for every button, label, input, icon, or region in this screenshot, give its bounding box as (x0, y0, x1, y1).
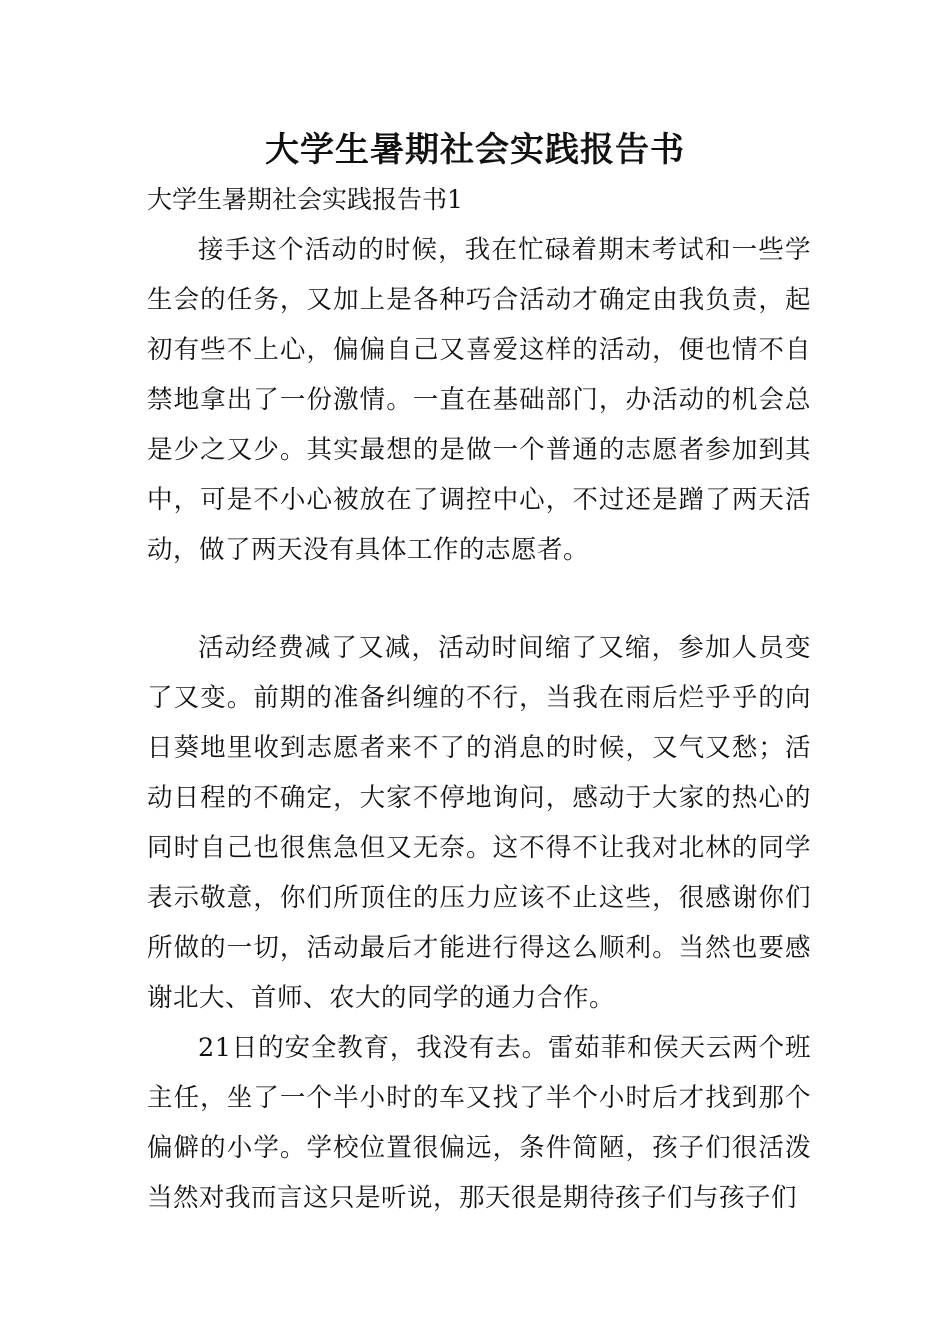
paragraph-1: 接手这个活动的时候，我在忙碌着期末考试和一些学生会的任务，又加上是各种巧合活动才确定由我负责，起初有些不上心，偏偏自己又喜爱这样的活动，便也情不自禁地拿出了一份激情。一直在基础部门，办活动的机会总是少之又少。其实最想的是做一个普通的志愿者参加到其中，可是不小心被放在了调控中心，不过还是蹭了两天活动，做了两天没有具体工作的志愿者。 (147, 235, 811, 565)
document-subtitle: 大学生暑期社会实践报告书1 (147, 185, 463, 214)
paragraph-2: 活动经费减了又减，活动时间缩了又缩，参加人员变了又变。前期的准备纠缠的不行，当我在雨后烂乎乎的向日葵地里收到志愿者来不了的消息的时候，又气又愁；活动日程的不确定，大家不停地询问，感动于大家的热心的同时自己也很焦急但又无奈。这不得不让我对北林的同学表示敬意，你们所顶住的压力应该不止这些，很感谢你们所做的一切，活动最后才能进行得这么顺利。当然也要感谢北大、首师、农大的同学的通力合作。 (147, 633, 811, 1013)
document-title: 大学生暑期社会实践报告书 (265, 130, 685, 170)
paragraph-3: 21日的安全教育，我没有去。雷茹菲和侯天云两个班主任，坐了一个半小时的车又找了半个小时后才找到那个偏僻的小学。学校位置很偏远，条件简陋，孩子们很活泼当然对我而言这只是听说，那天很是期待孩子们与孩子们 (147, 1033, 811, 1213)
